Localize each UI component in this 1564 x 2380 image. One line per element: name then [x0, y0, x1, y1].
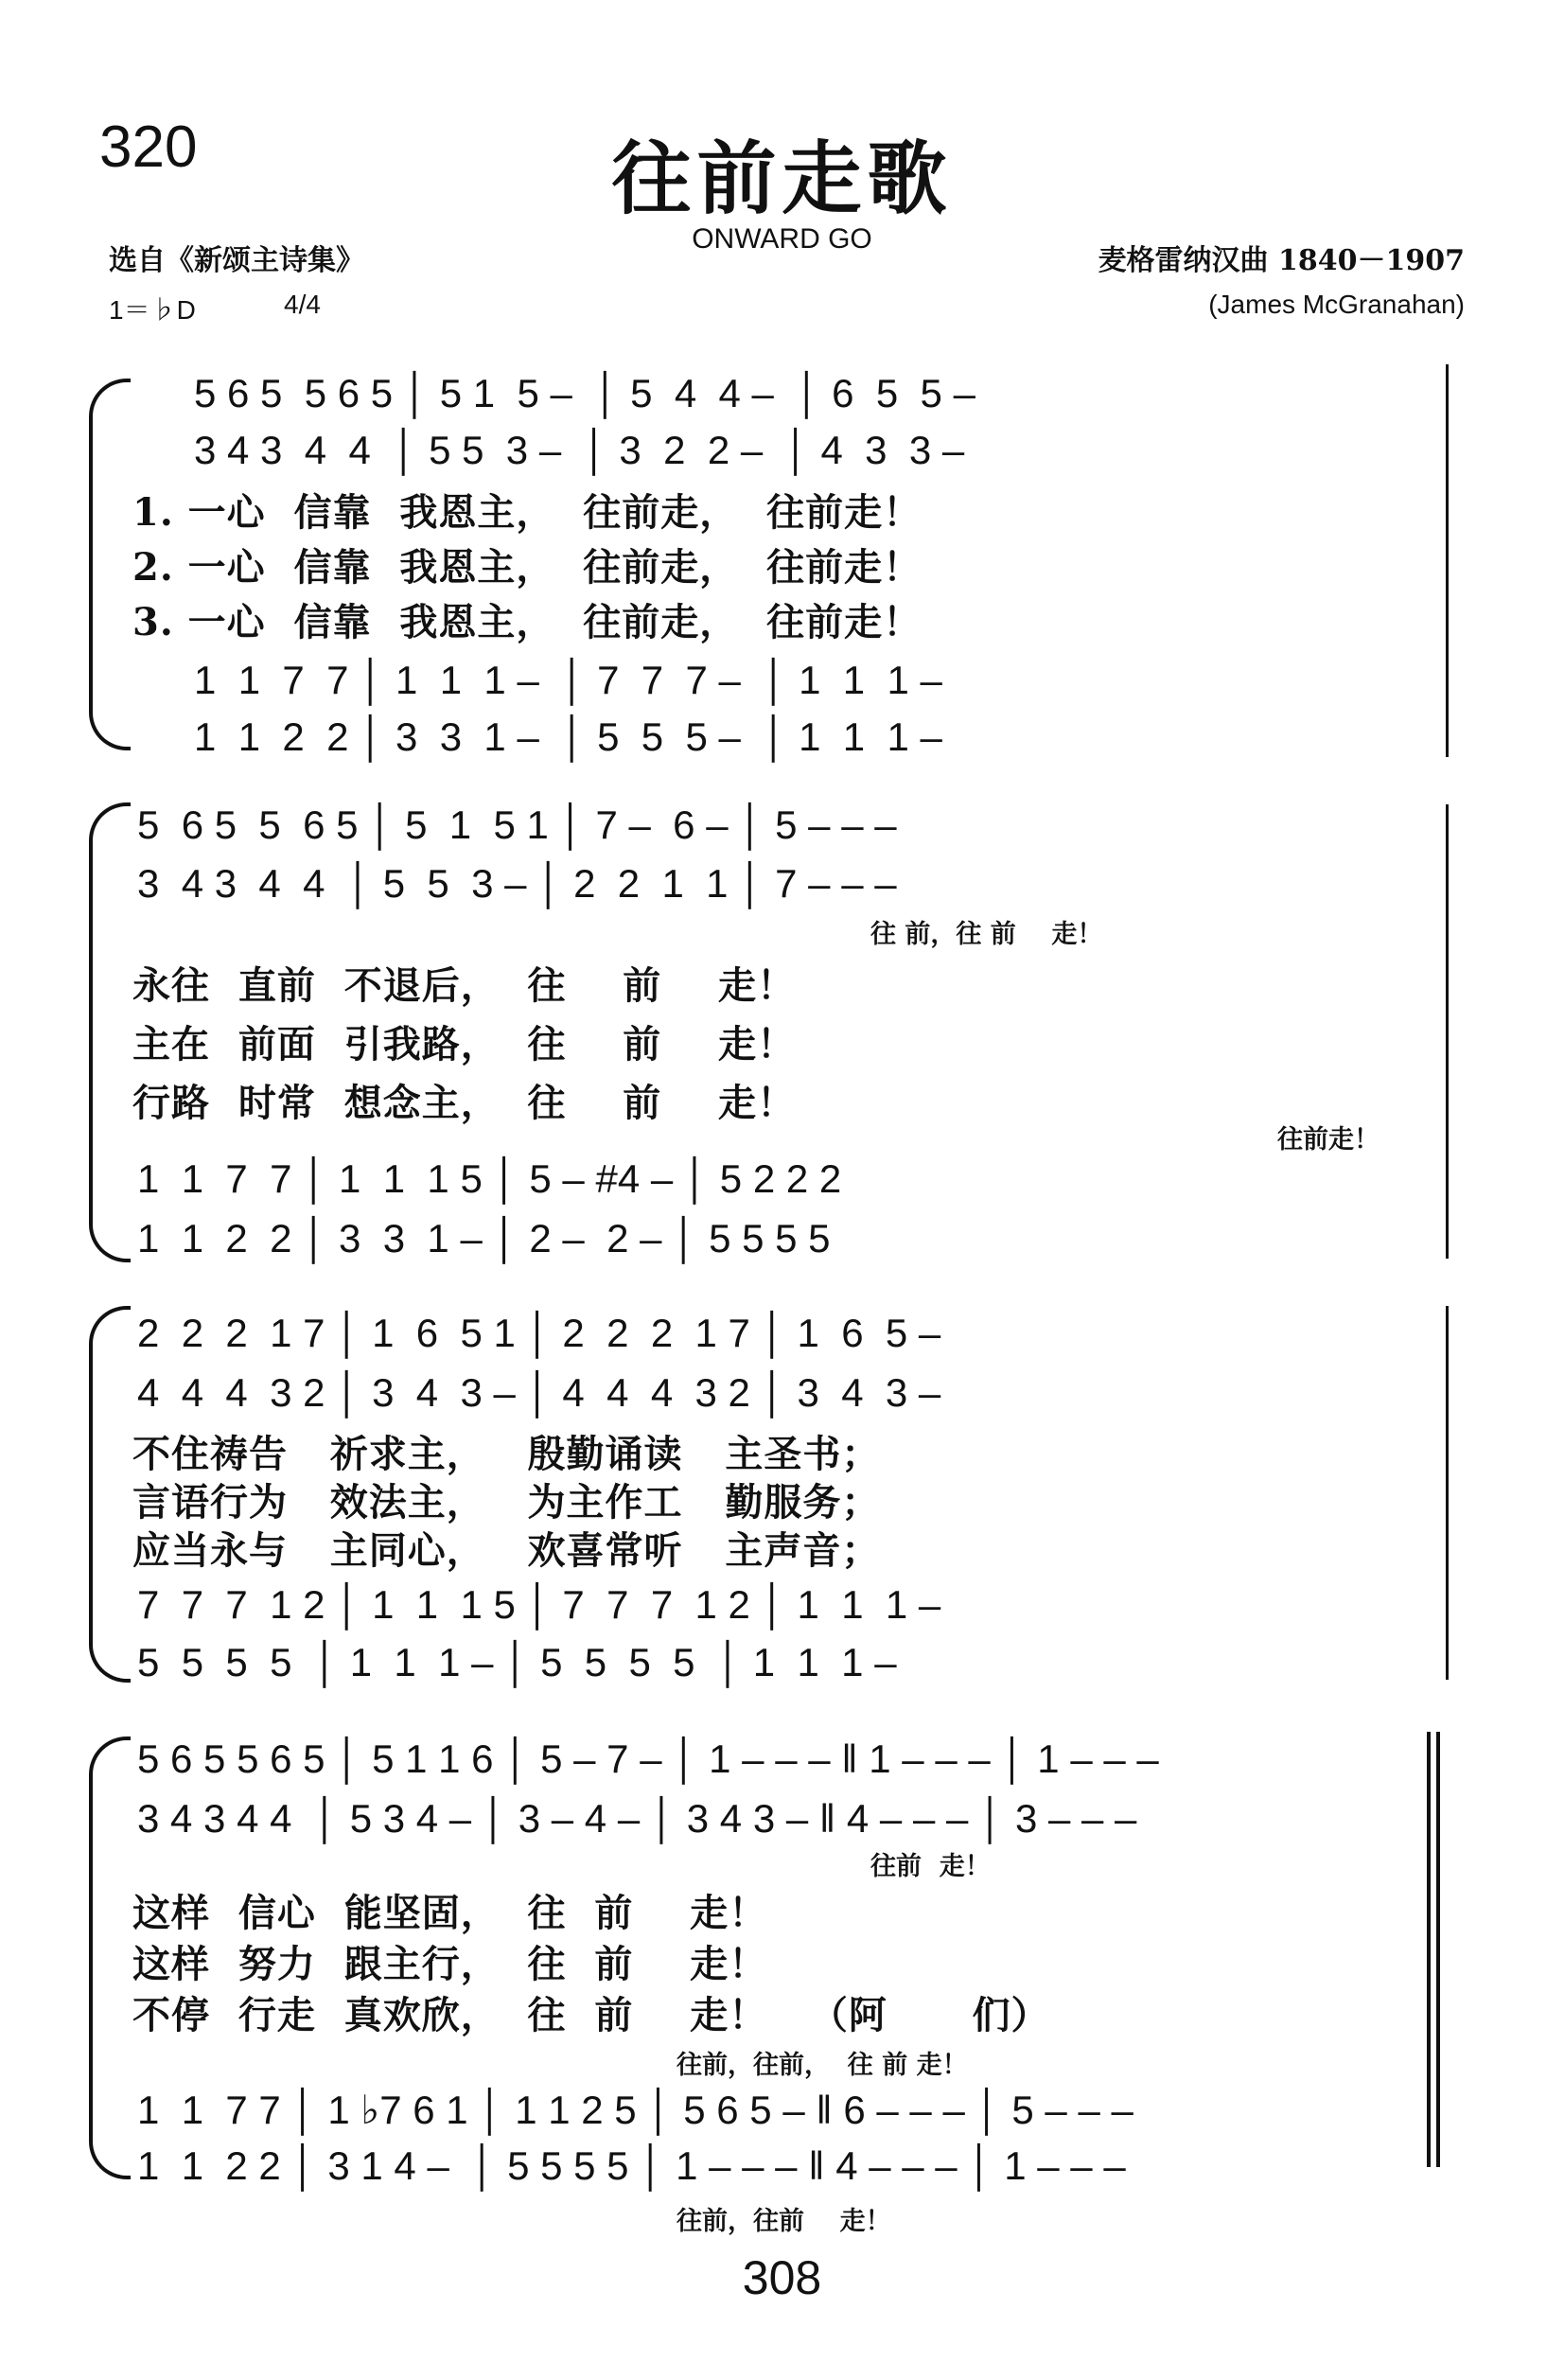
verse-3: 应当永与 主同心， 欢喜常听 主声音； [132, 1528, 881, 1573]
brace [89, 379, 131, 750]
soprano-line: 5 6 5 5 6 5 │ 5 1 5 1 │ 7 – 6 – │ 5 – – – [137, 802, 897, 847]
verse-3: 行路 时常 想念主， 往 前 走！ [132, 1081, 796, 1125]
bass-line: 1 1 2 2 │ 3 3 1 – │ 5 5 5 – │ 1 1 1 – [194, 714, 942, 759]
song-subtitle: ONWARD GO [692, 223, 872, 255]
alto-line: 3 4 3 4 4 │ 5 3 4 – │ 3 – 4 – │ 3 4 3 – ‖ 4 – – – │ 3 – – – [137, 1796, 1137, 1841]
bass-line: 1 1 2 2 │ 3 1 4 – │ 5 5 5 5 │ 1 – – – ‖ 4 – – – │ 1 – – – [137, 2143, 1126, 2188]
soprano-line: 2 2 2 1 7 │ 1 6 5 1 │ 2 2 2 1 7 │ 1 6 5 – [137, 1311, 941, 1355]
song-title: 往前走歌 [611, 132, 953, 225]
tenor-line: 1 1 7 7 │ 1 1 1 – │ 7 7 7 – │ 1 1 1 – [194, 658, 942, 702]
bass-line: 5 5 5 5 │ 1 1 1 – │ 5 5 5 5 │ 1 1 1 – [137, 1640, 897, 1684]
alto-line: 4 4 4 3 2 │ 3 4 3 – │ 4 4 4 3 2 │ 3 4 3 – [137, 1370, 941, 1415]
verse-1: 这样 信心 能坚固， 往 前 走！ [132, 1891, 768, 1935]
time-signature: 4/4 [284, 290, 321, 319]
key-signature: 1＝♭D [109, 295, 196, 325]
bass-line: 1 1 2 2 │ 3 3 1 – │ 2 – 2 – │ 5 5 5 5 [137, 1216, 831, 1261]
verse-1: 不住祷告 祈求主， 殷勤诵读 主圣书； [132, 1432, 881, 1476]
verse-2: 主在 前面 引我路， 往 前 走！ [132, 1022, 796, 1067]
verse-2: 言语行为 效法主， 为主作工 勤服务； [132, 1480, 881, 1525]
echo-text: 往前 走！ [870, 1852, 991, 1881]
tenor-line: 1 1 7 7 │ 1 ♭7 6 1 │ 1 1 2 5 │ 5 6 5 – ‖ 6 – – – │ 5 – – – [137, 2088, 1133, 2132]
alto-line: 3 4 3 4 4 │ 5 5 3 – │ 3 2 2 – │ 4 3 3 – [194, 428, 965, 472]
soprano-line: 5 6 5 5 6 5 │ 5 1 5 – │ 5 4 4 – │ 6 5 5 – [194, 371, 975, 415]
alto-line: 3 4 3 4 4 │ 5 5 3 – │ 2 2 1 1 │ 7 – – – [137, 861, 897, 906]
verse-1: 1. 一心 信靠 我恩主， 往前走， 往前走！ [132, 490, 923, 535]
song-number: 320 [99, 115, 198, 180]
tenor-line: 7 7 7 1 2 │ 1 1 1 5 │ 7 7 7 1 2 │ 1 1 1 – [137, 1582, 941, 1627]
song-source: 选自《新颂主诗集》 [109, 244, 364, 277]
echo-text: 往 前，往 前 走！ [870, 920, 1103, 949]
composer-english: (James McGranahan) [1208, 290, 1465, 319]
tenor-line: 1 1 7 7 │ 1 1 1 5 │ 5 – #4 – │ 5 2 2 2 [137, 1156, 842, 1201]
verse-2: 这样 努力 跟主行， 往 前 走！ [132, 1942, 768, 1986]
verse-3: 3. 一心 信靠 我恩主， 往前走， 往前走！ [132, 600, 923, 644]
page-number: 308 [742, 2251, 822, 2304]
composer: 麦格雷纳汉曲 1840－1907 [1098, 244, 1465, 277]
verse-2: 2. 一心 信靠 我恩主， 往前走， 往前走！ [132, 545, 923, 590]
brace [89, 1737, 131, 2179]
brace [89, 802, 131, 1262]
echo-text: 往前，往前， 往 前 走！ [677, 2051, 968, 2080]
verse-1: 永往 直前 不退后， 往 前 走！ [132, 963, 796, 1008]
verse-3: 不停 行走 真欢欣， 往 前 走！ （阿 们） [132, 1993, 1050, 2037]
echo-text: 往前，往前 走！ [677, 2207, 891, 2236]
soprano-line: 5 6 5 5 6 5 │ 5 1 1 6 │ 5 – 7 – │ 1 – – – ‖ 1 – – – │ 1 – – – [137, 1737, 1159, 1781]
echo-text: 往前走！ [1277, 1125, 1379, 1155]
brace [89, 1306, 131, 1683]
